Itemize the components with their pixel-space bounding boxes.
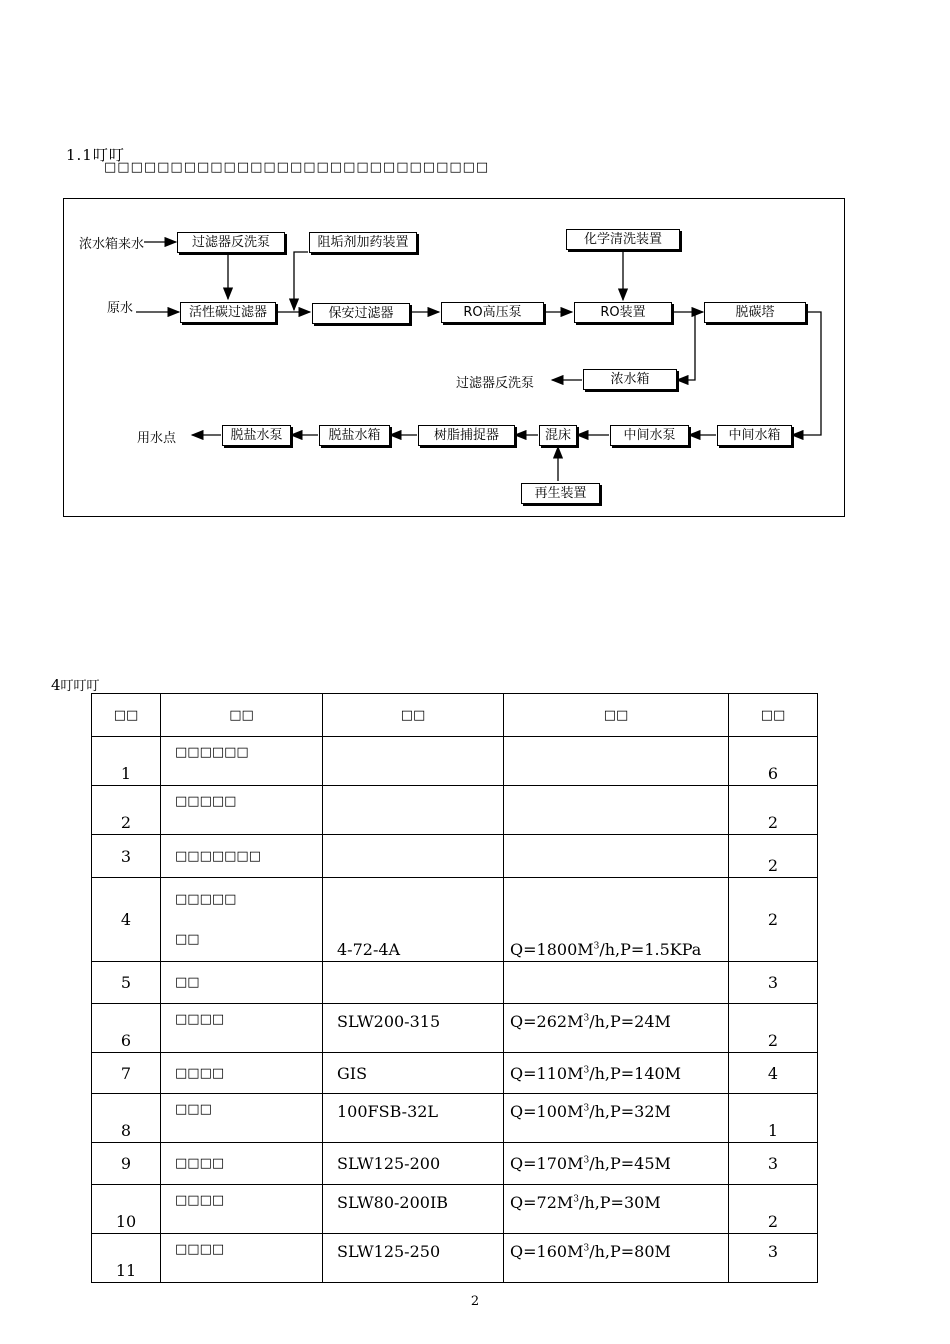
filter-backwash-pump-node: 过滤器反洗泵 [177, 232, 285, 253]
section-number: 4 [51, 676, 61, 694]
row-number: 3 [92, 835, 161, 878]
equipment-params [504, 1053, 729, 1094]
equipment-qty: 6 [729, 737, 818, 786]
equipment-name: □□□□□□ [161, 737, 323, 786]
equipment-params [504, 737, 729, 786]
params-text: /h,P=32M [589, 1102, 671, 1121]
header-cell: □□ [92, 694, 161, 737]
use-point-label: 用水点 [137, 431, 177, 446]
equipment-qty: 3 [729, 962, 818, 1004]
equipment-name: □□□□ [161, 1143, 323, 1185]
arrow-decarbonizer-to-intermediate-tank [792, 312, 821, 435]
row-number: 1 [92, 737, 161, 786]
table-row [92, 737, 818, 786]
equipment-name-line2: □□ [175, 932, 200, 947]
security-filter-node: 保安过滤器 [312, 303, 410, 324]
equipment-params [504, 1143, 729, 1185]
equipment-name: □□□□□□□ [161, 835, 323, 878]
header-cell: □□ [323, 694, 504, 737]
demin-pump-node: 脱盐水泵 [222, 425, 291, 446]
equipment-model: 4-72-4A [323, 878, 504, 962]
resin-trap-node: 树脂捕捉器 [418, 425, 515, 446]
equipment-params [504, 962, 729, 1004]
ro-unit-node: RO装置 [574, 302, 672, 323]
params-superscript: 3 [583, 1155, 590, 1166]
params-text: /h,P=24M [589, 1012, 671, 1031]
table-header-row [92, 694, 818, 737]
equipment-params [504, 1094, 729, 1143]
filter-backwash-pump-output-label: 过滤器反洗泵 [456, 376, 535, 391]
section-description: □□□□□□□□□□□□□□□□□□□□□□□□□□□□□ [104, 160, 490, 175]
equipment-name: □□□□□ [161, 786, 323, 835]
equipment-model [323, 962, 504, 1004]
equipment-qty: 4 [729, 1053, 818, 1094]
equipment-model [323, 737, 504, 786]
equipment-params [504, 835, 729, 878]
raw-water-label: 原水 [107, 301, 134, 316]
table-row [92, 1143, 818, 1185]
equipment-qty: 2 [729, 1004, 818, 1053]
row-number: 2 [92, 786, 161, 835]
table-row [92, 1053, 818, 1094]
ro-hp-pump-node: RO高压泵 [441, 302, 544, 323]
decarbonizer-node: 脱碳塔 [704, 302, 806, 323]
table-row [92, 835, 818, 878]
equipment-model: GIS [323, 1053, 504, 1094]
equipment-qty: 2 [729, 1185, 818, 1234]
equipment-model: SLW125-200 [323, 1143, 504, 1185]
params-superscript: 3 [583, 1243, 590, 1254]
row-number: 4 [92, 878, 161, 962]
params-text: Q=170M [510, 1154, 584, 1173]
params-superscript: 3 [583, 1013, 590, 1024]
equipment-model [323, 835, 504, 878]
equipment-params [504, 786, 729, 835]
row-number: 7 [92, 1053, 161, 1094]
row-number: 8 [92, 1094, 161, 1143]
equipment-qty: 1 [729, 1094, 818, 1143]
arrow-antiscalant-to-line [294, 252, 308, 310]
params-superscript: 3 [583, 1065, 590, 1076]
equipment-name: □□□□ [161, 1185, 323, 1234]
section-heading-4 [51, 675, 100, 694]
header-cell: □□ [161, 694, 323, 737]
equipment-qty: 2 [729, 786, 818, 835]
equipment-model: SLW200-315 [323, 1004, 504, 1053]
page-number: 2 [470, 1294, 480, 1309]
equipment-model: SLW125-250 [323, 1234, 504, 1283]
table-row [92, 1004, 818, 1053]
chemical-cleaning-node: 化学清洗装置 [566, 229, 680, 250]
equipment-name: □□□□ [161, 1053, 323, 1094]
params-text: /h,P=140M [589, 1063, 682, 1083]
params-text: /h,P=80M [589, 1242, 671, 1261]
concentrate-inflow-label: 浓水箱来水 [79, 237, 145, 252]
activated-carbon-filter-node: 活性碳过滤器 [180, 302, 276, 323]
params-text: Q=100M [510, 1102, 584, 1121]
equipment-table [91, 693, 818, 1283]
equipment-model: 100FSB-32L [323, 1094, 504, 1143]
process-flow-diagram [63, 198, 845, 517]
params-text: /h,P=1.5KPa [599, 940, 702, 959]
equipment-name-cell [161, 878, 323, 962]
section-title: 叮叮 [92, 146, 125, 164]
intermediate-tank-node: 中间水箱 [717, 425, 792, 446]
section-number: 1.1 [66, 146, 93, 164]
row-number: 5 [92, 962, 161, 1004]
mixed-bed-node: 混床 [539, 425, 577, 446]
params-text: Q=160M [510, 1242, 584, 1261]
params-superscript: 3 [583, 1103, 590, 1114]
equipment-name: □□□□□ [175, 892, 237, 907]
equipment-params [504, 1234, 729, 1283]
table-row [92, 878, 818, 962]
header-cell: □□ [729, 694, 818, 737]
equipment-name: □□ [161, 962, 323, 1004]
arrow-ro-to-concentrate-tank [677, 312, 695, 380]
demin-tank-node: 脱盐水箱 [319, 425, 390, 446]
table-row [92, 962, 818, 1004]
header-cell: □□ [504, 694, 729, 737]
table-row [92, 1094, 818, 1143]
equipment-params [504, 1185, 729, 1234]
params-text: Q=1800M [510, 940, 594, 959]
params-superscript: 3 [593, 941, 600, 952]
equipment-name: □□□□ [161, 1234, 323, 1283]
equipment-name: □□□□ [161, 1004, 323, 1053]
params-text: /h,P=45M [589, 1154, 671, 1173]
params-superscript: 3 [573, 1194, 579, 1205]
antiscalant-dosing-node: 阻垢剂加药装置 [309, 232, 417, 253]
equipment-name: □□□ [161, 1094, 323, 1143]
equipment-params [504, 1004, 729, 1053]
equipment-model [323, 786, 504, 835]
equipment-qty: 3 [729, 1143, 818, 1185]
equipment-model: SLW80-200IB [323, 1185, 504, 1234]
row-number: 11 [92, 1234, 161, 1283]
row-number: 6 [92, 1004, 161, 1053]
params-text: Q=72M [510, 1193, 574, 1212]
row-number: 9 [92, 1143, 161, 1185]
concentrate-tank-node: 浓水箱 [583, 369, 677, 390]
equipment-qty: 2 [729, 878, 818, 962]
params-text: Q=262M [510, 1012, 584, 1031]
table-row [92, 1234, 818, 1283]
equipment-qty: 3 [729, 1234, 818, 1283]
equipment-params [504, 878, 729, 962]
regeneration-node: 再生装置 [521, 483, 600, 504]
row-number: 10 [92, 1185, 161, 1234]
params-text: Q=110M [510, 1063, 584, 1083]
table-row [92, 1185, 818, 1234]
equipment-qty: 2 [729, 835, 818, 878]
section-title: 叮叮叮 [60, 679, 100, 694]
table-row [92, 786, 818, 835]
params-text: /h,P=30M [579, 1193, 661, 1212]
intermediate-pump-node: 中间水泵 [610, 425, 689, 446]
